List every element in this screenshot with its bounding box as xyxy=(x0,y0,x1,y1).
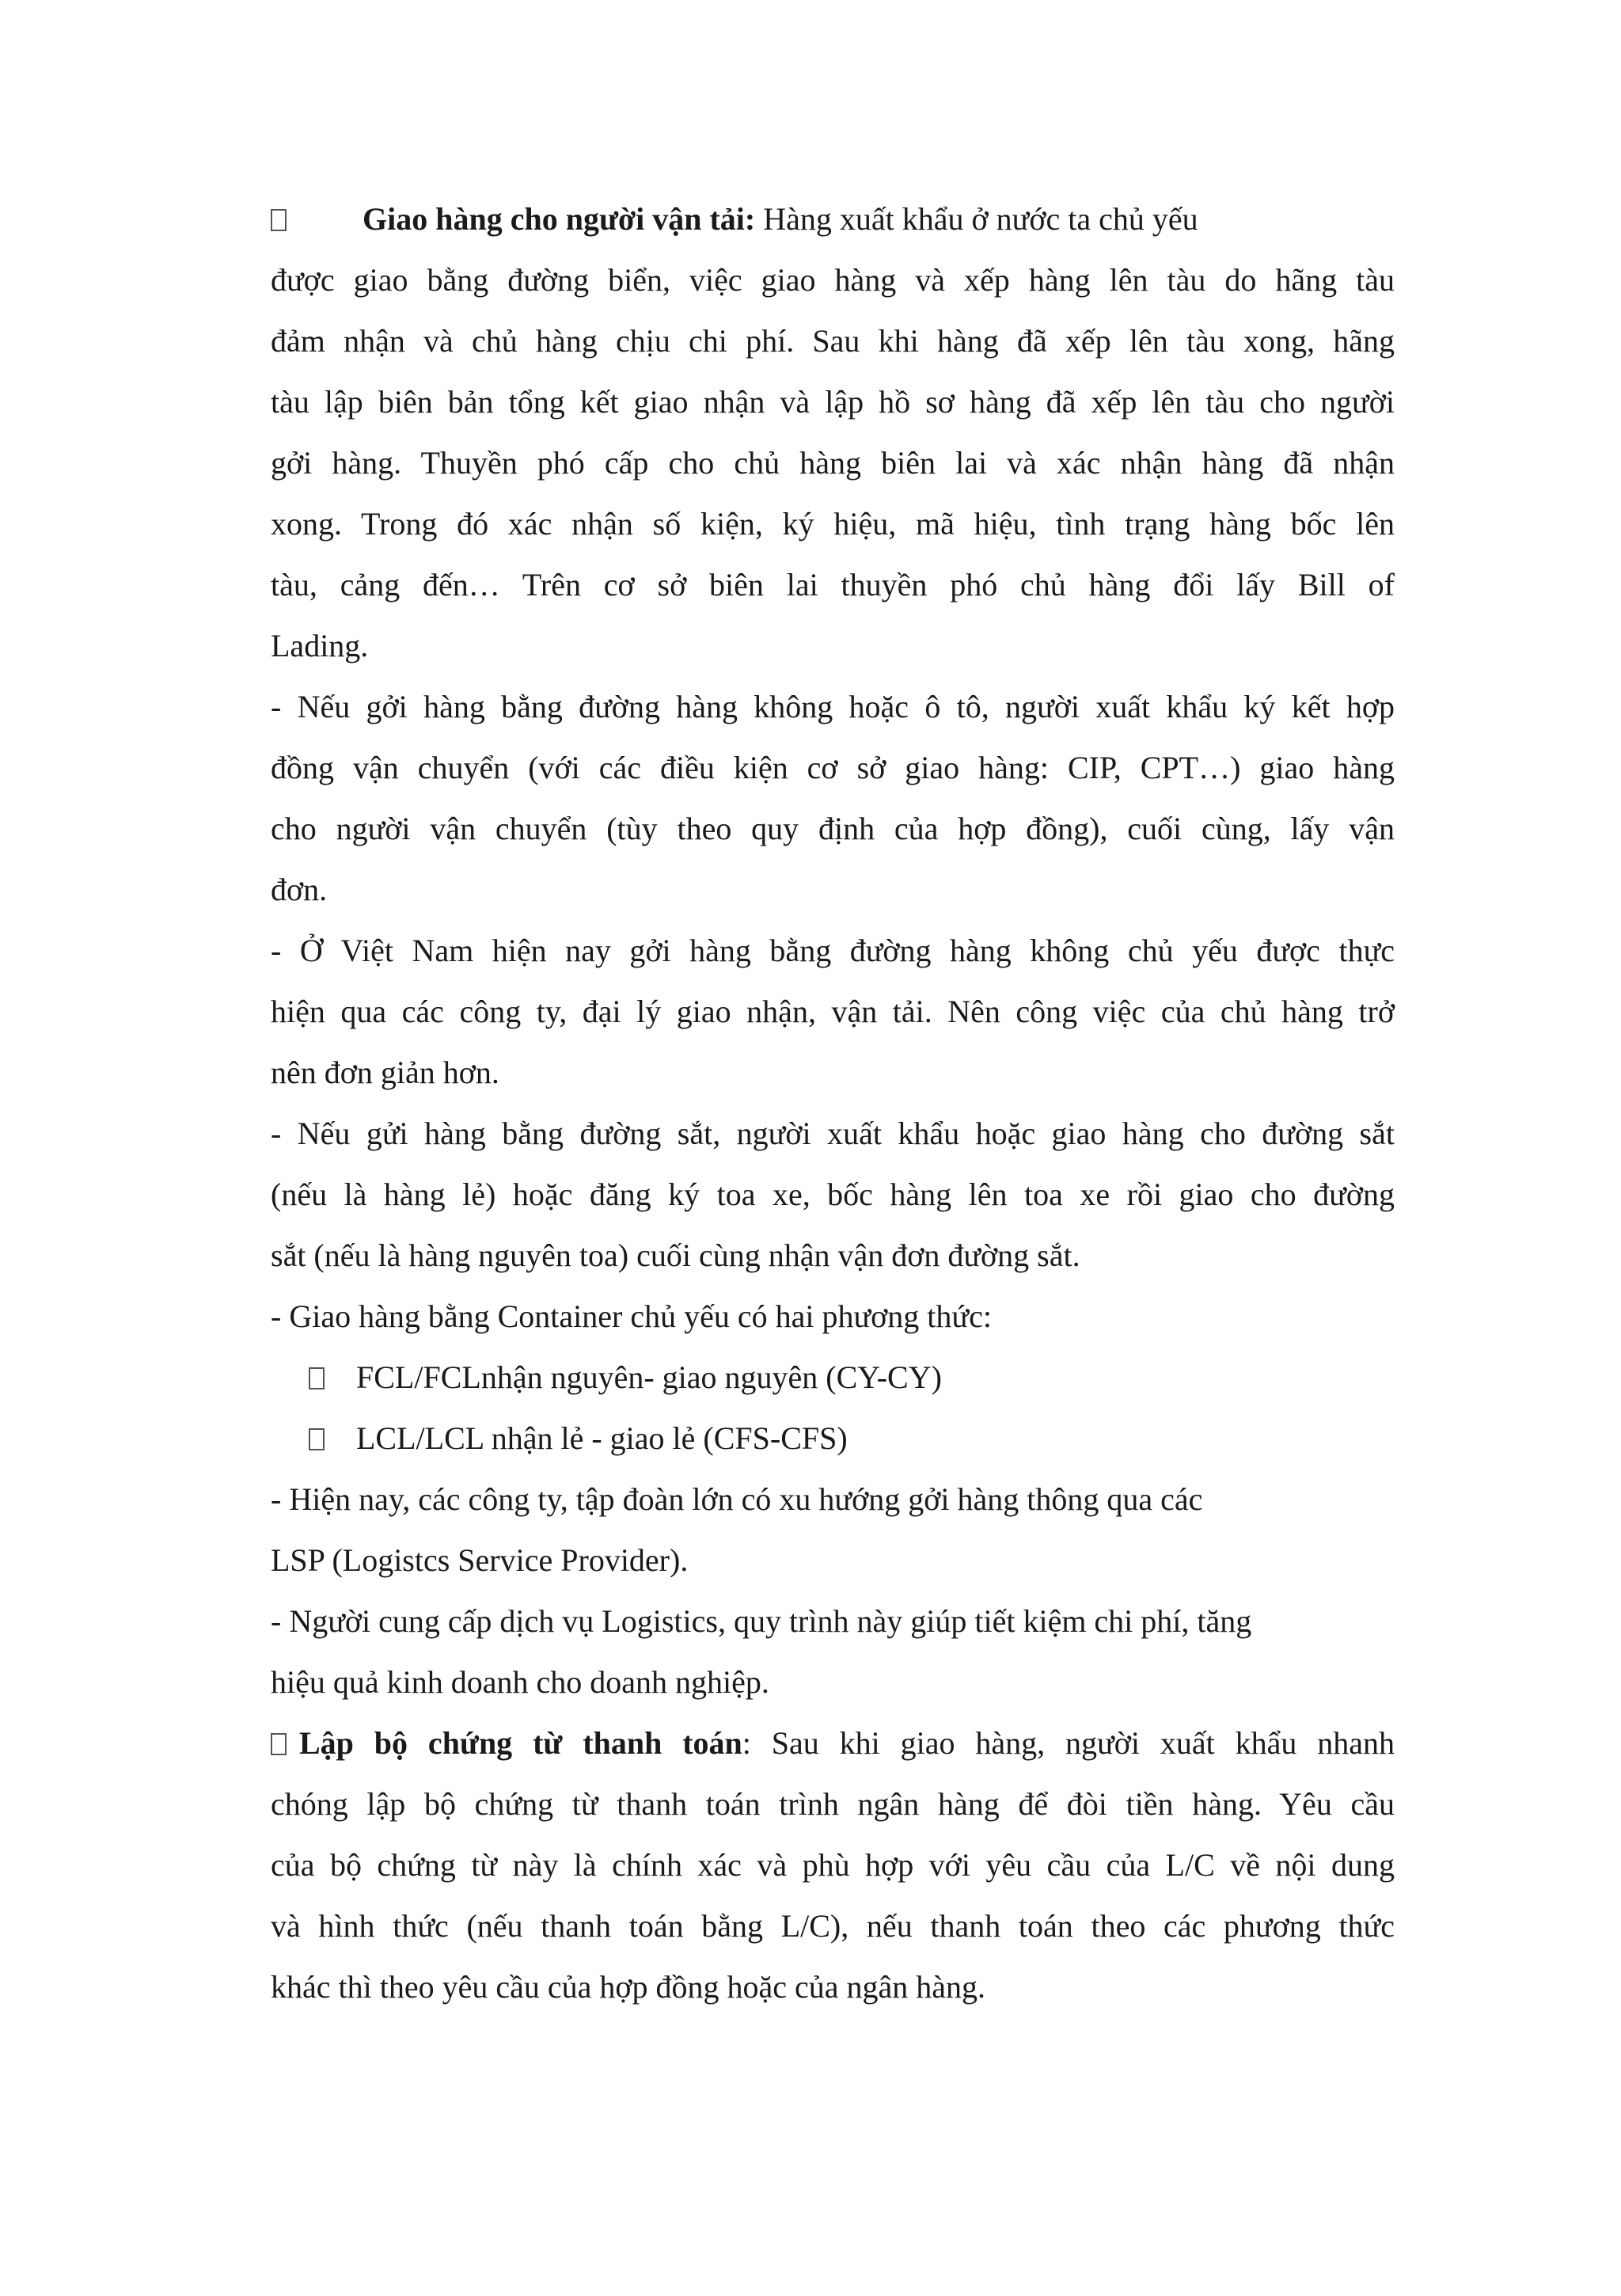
sub-list-item xyxy=(271,1408,1395,1469)
text-line: khác thì theo yêu cầu của hợp đồng hoặc của ngân hàng. xyxy=(271,1969,986,2005)
section-heading: Giao hàng cho người vận tải: xyxy=(363,201,756,237)
text-line: Lading. xyxy=(271,628,369,663)
section-heading: Lập bộ chứng từ thanh toán xyxy=(299,1725,742,1761)
text-line: Hàng xuất khẩu ở nước ta chủ yếu xyxy=(763,201,1198,237)
bullet-box-icon xyxy=(271,1733,287,1755)
sub-list-item-text: LCL/LCL nhận lẻ - giao lẻ (CFS-CFS) xyxy=(356,1420,848,1456)
text-line: (nếu là hàng lẻ) hoặc đăng ký toa xe, bốc hàng lên toa xe rồi giao cho đường xyxy=(271,1177,1395,1212)
text-line: đảm nhận và chủ hàng chịu chi phí. Sau khi hàng đã xếp lên tàu xong, hãng xyxy=(271,323,1395,359)
text-line: chóng lập bộ chứng từ thanh toán trình ngân hàng để đòi tiền hàng. Yêu cầu xyxy=(271,1786,1395,1822)
bullet-box-icon xyxy=(309,1428,325,1450)
text-line: gởi hàng. Thuyền phó cấp cho chủ hàng biên lai và xác nhận hàng đã nhận xyxy=(271,445,1395,481)
sub-list-item-text: FCL/FCLnhận nguyên- giao nguyên (CY-CY) xyxy=(356,1359,942,1395)
text-line: hiện qua các công ty, đại lý giao nhận, vận tải. Nên công việc của chủ hàng trở xyxy=(271,994,1395,1029)
text-line: - Nếu gởi hàng bằng đường hàng không hoặc ô tô, người xuất khẩu ký kết hợp xyxy=(271,689,1395,724)
text-line: cho người vận chuyển (tùy theo quy định của hợp đồng), cuối cùng, lấy vận xyxy=(271,811,1395,846)
text-line: - Ở Việt Nam hiện nay gởi hàng bằng đường hàng không chủ yếu được thực xyxy=(271,933,1395,968)
text-line: nên đơn giản hơn. xyxy=(271,1055,499,1090)
sub-list-item xyxy=(271,1347,1395,1408)
text-line: - Người cung cấp dịch vụ Logistics, quy trình này giúp tiết kiệm chi phí, tăng xyxy=(271,1603,1252,1639)
text-line: - Giao hàng bằng Container chủ yếu có hai phương thức: xyxy=(271,1298,992,1334)
text-line: đơn. xyxy=(271,872,328,907)
text-line: - Nếu gửi hàng bằng đường sắt, người xuất khẩu hoặc giao hàng cho đường sắt xyxy=(271,1116,1395,1151)
text-line: của bộ chứng từ này là chính xác và phù hợp với yêu cầu của L/C về nội dung xyxy=(271,1847,1395,1883)
text-line: được giao bằng đường biển, việc giao hàng và xếp hàng lên tàu do hãng tàu xyxy=(271,262,1395,298)
text-fragment: : Sau khi giao hàng, người xuất khẩu nhanh xyxy=(742,1725,1395,1761)
text-line: xong. Trong đó xác nhận số kiện, ký hiệu, mã hiệu, tình trạng hàng bốc lên xyxy=(271,506,1395,542)
text-line: và hình thức (nếu thanh toán bằng L/C), nếu thanh toán theo các phương thức xyxy=(271,1908,1395,1944)
text-line: - Hiện nay, các công ty, tập đoàn lớn có xu hướng gởi hàng thông qua các xyxy=(271,1481,1203,1517)
text-line: hiệu quả kinh doanh cho doanh nghiệp. xyxy=(271,1664,769,1700)
bullet-box-icon xyxy=(271,209,287,231)
text-line: sắt (nếu là hàng nguyên toa) cuối cùng nhận vận đơn đường sắt. xyxy=(271,1237,1080,1273)
section-heading-line xyxy=(271,1712,1395,1773)
text-line: LSP (Logistcs Service Provider). xyxy=(271,1542,689,1578)
section-heading-line xyxy=(271,188,1395,249)
text-line: đồng vận chuyển (với các điều kiện cơ sở giao hàng: CIP, CPT…) giao hàng xyxy=(271,750,1395,785)
document-page xyxy=(271,188,1395,2017)
bullet-box-icon xyxy=(309,1367,325,1389)
text-line: tàu lập biên bản tổng kết giao nhận và lập hồ sơ hàng đã xếp lên tàu cho người xyxy=(271,384,1395,420)
text-line: tàu, cảng đến… Trên cơ sở biên lai thuyền phó chủ hàng đổi lấy Bill of xyxy=(271,567,1395,603)
